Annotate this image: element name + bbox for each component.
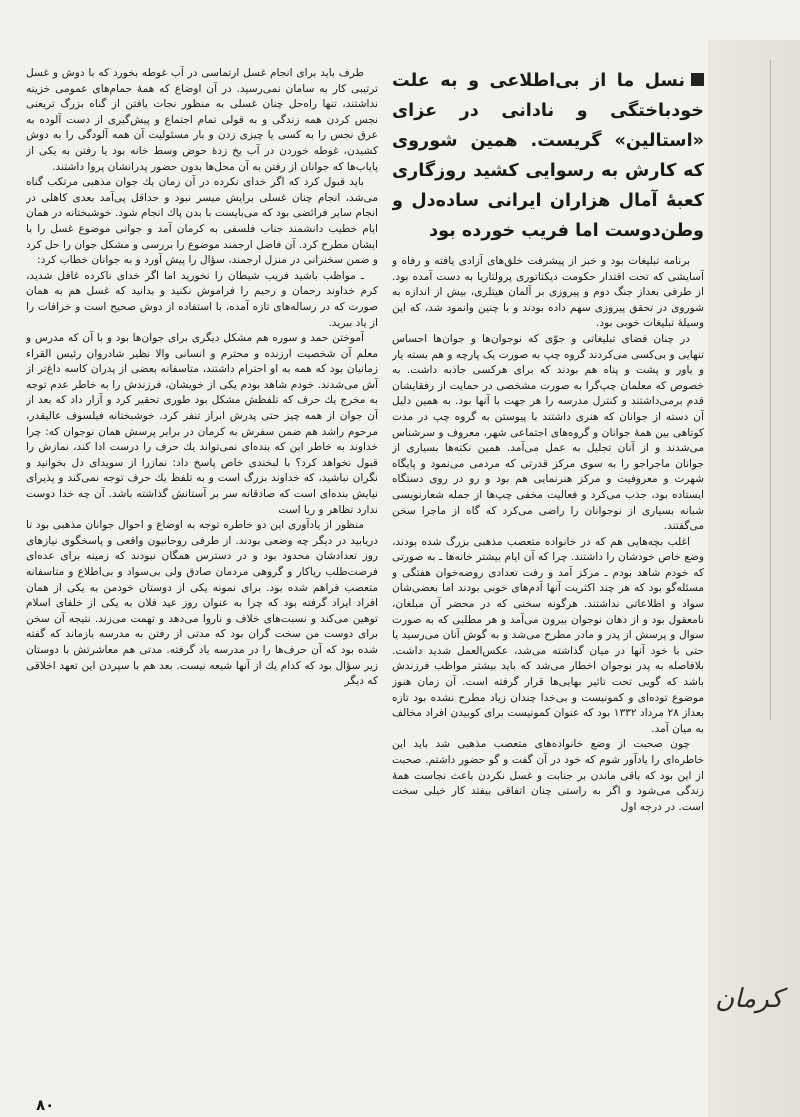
- column-rule: [770, 60, 771, 720]
- paragraph: آموختن حمد و سوره هم مشکل دیگری برای جوان‌ها بود و با آن که مدرس و معلم آن شخصیت ارزنده و محترم و انسانی والا نظیر شادروان رئیس القراء زمانیان بود که همه به او احترام داشتند، متاسفانه بعضی از پدران کاسه داغ‌تر از آش می‌شدند. خودم شاهد بودم یکی از خویشان، فرزندش را به خاطر عدم توجه به مخرج یك حرف که تلفظش مشکل بود طوری تحقیر کرد و آزار داد که بعد از آن جوان از همه چیز حتی پدرش ابراز تنفر کرد. خوشبختانه فیلسوف عالیقدر، مرحوم راشد هم ضمن سفرش به کرمان در برابر پرسش همان نوجوان که: چرا خداوند به خاطر این که بنده‌ای نمی‌تواند یك حرف را درست ادا کند، نمازش را قبول نخواهد کرد؟ با لبخندی خاص پاسخ داد: نمازرا از سویدای دل بخوانید و نگران نباشید، که خداوند بزرگ است و به تلفظ یك حرف توجه نمی‌کند و پذیرای نیایش بنده‌ای است که صادقانه سر بر آستانش گذاشته باشد. آن چه خدا دوست ندارد تظاهر و ریا است: [26, 332, 378, 516]
- bullet-square-icon: [691, 73, 704, 86]
- right-column: [392, 66, 704, 1094]
- paragraph: چون صحبت از وضع خانواده‌های متعصب مذهبی شد باید این خاطره‌ای را یادآور شوم که خود در آن گفت و گو حضور داشتم. صحبت از این بود که باقی ماندن بر جنابت و غسل نکردن باعث نجاست همهٔ زندگی می‌شود و اگر به راستی چنان اتفاقی بیفتد کار خیلی سخت است. در درجه اول: [392, 738, 704, 813]
- paragraph: باید قبول کرد که اگر خدای نکرده در آن زمان یك جوان مذهبی مرتکب گناه می‌شد، انجام چنان غسلی برایش میسر نبود و حداقل پی‌آمد بعدی کاهلی در انجام سایر فرائضی بود که می‌بایست با بدن پاك انجام شود. خوشبختانه در همان ایام خطیب دانشمند جناب فلسفی به کرمان آمد و جوانی موضوع غسل را با ایشان مطرح کرد. آن فاضل ارجمند موضوع را بررسی و مشکل جوان را حل کرد و ضمن سخنرانی در منزل ارجمند، سؤال را پیش آورد و به جوانان خطاب کرد:: [26, 176, 378, 267]
- paragraph: برنامه تبلیغات بود و خبر از پیشرفت خلق‌های آزادی یافته و رفاه و آسایشی که تحت اقتدار حکومت دیکتاتوری پرولتاریا به دست آمده بود. از طرفی بعداز جنگ دوم و پیروزی بر آلمان هیتلری، بیش از اندازه به شوروی در تحقق پیروزی سهم داده بودند و با چنین وانمود شد، که این وسیلهٔ تبلیغات خوبی بود.: [392, 255, 704, 330]
- paragraph: ـ مواظب باشید فریب شیطان را نخورید اما اگر خدای ناکرده غافل شدید، کرم خداوند رحمان و رحیم را فراموش نکنید و بدانید که غسل هم به همان صورت که در رساله‌های تازه آمده، با استفاده از دوش صحیح است و خرافات را از یاد ببرید.: [26, 269, 378, 329]
- article-headline: [392, 66, 704, 246]
- left-column: [26, 66, 378, 1094]
- bleed-margin: [708, 40, 800, 1117]
- margin-show-through-text: [730, 0, 745, 100]
- paragraph: منظور از یادآوری این دو خاطره توجه به اوضاع و احوال جوانان مذهبی بود تا دریابید در دیگر چه وضعی بودند. از طرفی روحانیون واقعی و پاسخگوی نیازهای روز تعدادشان محدود بود و در دسترس همگان نبودند که زمینه برای عده‌ای فرصت‌طلب ریاکار و گروهی مردمان صادق ولی بی‌سواد و بی‌اطلاع و متاسفانه متعصب فراهم شده بود. برای نمونه یکی از دوستان خودمن به یکی از همان افراد ایراد گرفته بود که چرا به عنوان روز عید فلان به یکی از خلفای اسلام توهین می‌کند و نسبت‌های خلاف و ناروا می‌دهد و تهمت می‌زند. نتیجه آن سخن برای دوست من سخت گران بود که مدتی از رفتن به مدرسه بازماند که گفته شده بود که آن حرف‌ها را در مدرسه یاد گرفته. مدتی هم معاشرتش با دوستان زیر سؤال بود که کدام یك از آنها شیعه نیست. بعد هم با سپردن این تعهد اخلاقی که دیگر: [26, 519, 378, 688]
- page-number: ۸۰: [36, 1096, 55, 1114]
- magazine-logo: کرمان: [715, 984, 783, 1014]
- paragraph: اغلب بچه‌هایی هم که در خانواده متعصب مذهبی بزرگ شده بودند، وضع خاص خودشان را داشتند. چرا که آن ایام بیشتر خانه‌ها ـ به صورتی که خودم شاهد بودم ـ مرکز آمد و رفت تعدادی روضه‌خوان هفتگی و مسئله‌گو بود که هر چند اکثریت آنها آدم‌های خوبی بودند اما بعضی‌شان سواد و اطلاعاتی نداشتند. هرگونه سخنی که در محضر آن مبلغان، نامعقول بود و از دهان نوجوان بیرون می‌آمد و هر مطلبی که به صورت سوال و پرسش از پدر و مادر مطرح می‌شد و به گوش آنان می‌رسید یا حتی با خود آنها در میان گذاشته می‌شد، عکس‌العمل شدید داشت. بلافاصله به پدر نوجوان اخطار می‌شد که باید بیشتر مواظب فرزندش باشد که گویی تحت تاثیر بهایی‌ها قرار گرفته است. آن زمان هنوز موضوع توده‌ای و کمونیست و بی‌خدا چندان زیاد مطرح نشده بود تازه بعداز ۲۸ مرداد ۱۳۳۲ بود که عنوان کمونیست برای کوبیدن افراد مخالف به میان آمد.: [392, 535, 704, 735]
- paragraph: طرف باید برای انجام غسل ارتماسی در آب غوطه بخورد که با دوش و غسل ترتیبی کار به سامان نمی‌رسید. در آن اوضاع که همهٔ حمام‌های عمومی خزینه نداشتند، تنها راه‌حل چنان غسلی به منظور نجات یافتن از گناه بزرگ تریعنی نجس کردن همه زندگی و به قولی تمام اجتماع و پیش‌گیری از دست آلوده به عرق نجس را به کسی یا چیزی زدن و بار مسئولیت آن همه آلودگی را به دوش کشیدن، غوطه خوردن در آب یخ زدهٔ حوض وسط خانه بود یا رفتن به یکی از پایاب‌ها که جوانان از رفتن به آن محل‌ها بدون حضور پدرانشان پروا داشتند.: [26, 67, 378, 173]
- paragraph: در چنان فضای تبلیغاتی و جوّی که نوجوان‌ها و جوان‌ها احساس تنهایی و بی‌کسی می‌کردند گروه چپ به صورت یک پارچه و هم بسته یار و یاور و پشت و پناه هم بودند که برای هرکسی جاذبه داشت. به خصوص که معلمان چپ‌گرا به صورت مشخصی در حمایت از رفقایشان قدم برمی‌داشتند و کنترل مدرسه را هر جهت با آنها بود. به همین دلیل آن دسته از جوانان که هنری داشتند با پیوستن به گروه چپ در مدت کوتاهی بین همهٔ جوانان و گروه‌های اجتماعی شهر، معروف و سرشناس می‌شدند و از آنان تجلیل به عمل می‌آمد. همین نکته‌ها بسیاری از جوانان ماجراجو را به سوی مرکز قدرتی که مردمی می‌نمود و پایگاه شهرت و معروفیت و مرکز هنرنمایی هم بود و رو در روی دستگاه ایستاده بود، جذب می‌کرد و فعالیت مخفی چپ‌ها از جمله شعارنویسی شبانه بسیاری از نوجوانان را راضی می‌کرد که گاه از ماجرا سخن می‌گفتند.: [392, 332, 704, 533]
- headline-text: نسل ما از بی‌اطلاعی و به علت خودباختگی و نادانی در عزای «استالین» گریست. همین شوروی که کارش به رسوایی کشید روزگاری کعبهٔ آمال هزاران ایرانی ساده‌دل و وطن‌دوست اما فریب خورده بود: [392, 71, 704, 241]
